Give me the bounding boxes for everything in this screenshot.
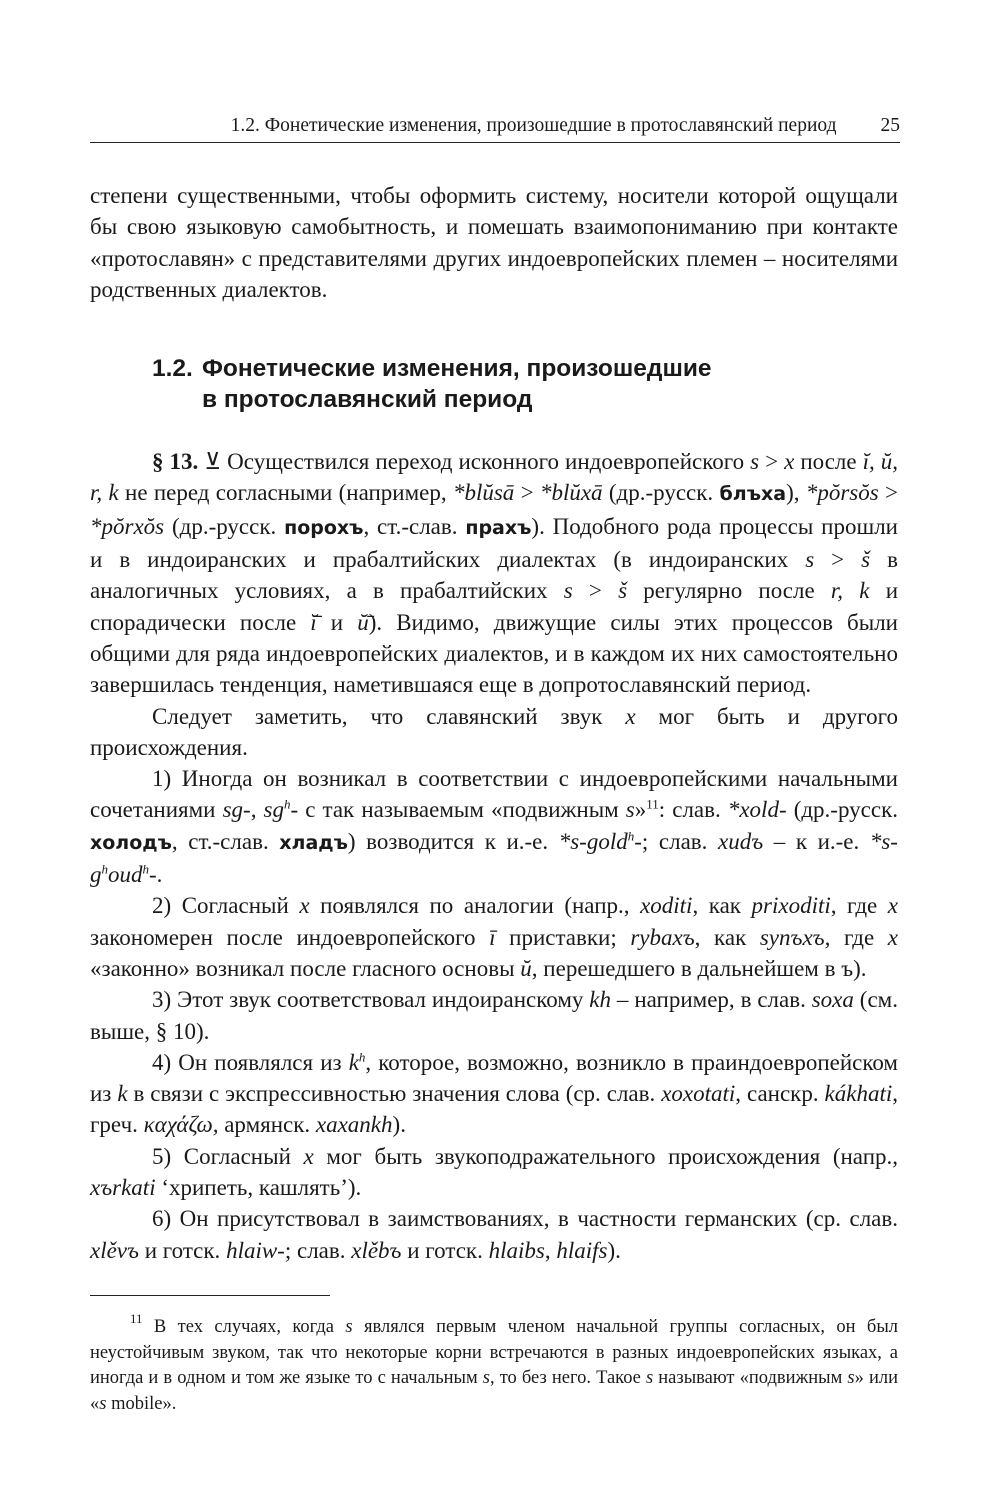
section-heading <box>90 353 898 415</box>
section-number: 1.2. <box>152 355 193 383</box>
marker-icon: ⊻ <box>204 449 222 475</box>
old-slavic-word: прахъ <box>465 516 532 539</box>
page-number: 25 <box>880 115 900 136</box>
list-item-3: 3) Этот звук соответствовал индоиранскому kh – например, в слав. soxa (см. выше, § 10). <box>90 987 898 1044</box>
body-text <box>90 180 898 1266</box>
list-item-1: 1) Иногда он возникал в соответствии с индоевропейскими начальными сочетаниями sg-, $sg^h-$ с так называемым «подвижным s»$^{11}$: слав. *xold- (др.-русск. холодъ, ст.-слав. хладъ) возводится к и.-е. *s-gold$^h$-; слав. xudъ – к и.-е. $*s-g^houd^h-$. <box>90 766 898 888</box>
paragraph-note: Следует заметить, что славянский звук x мог быть и другого происхождения. <box>90 703 898 760</box>
old-slavic-word: блъха <box>719 483 787 506</box>
intro-paragraph: степени существенными, чтобы оформить систему, носители которой ощущали бы свою языковую самобытность, и помешать взаимопониманию при контакте «протославян» с представителями других индоевропейских племен – носителями родственных диалектов. <box>90 183 898 302</box>
footnote-rule <box>90 1295 330 1296</box>
old-slavic-word: холодъ <box>90 831 172 854</box>
list-item-2: 2) Согласный x появлялся по аналогии (напр., xoditi, как prixoditi, где x закономерен после индоевропейского ī приставки; rybaxъ, как synъxъ, где x «законно» возникал после гласного основы ŭ, перешедшего в дальнейшем в ъ). <box>90 893 899 981</box>
section-title-line-1: Фонетические изменения, произошедшие <box>202 355 712 383</box>
list-item-4: 4) Он появлялся из $k^h$, которое, возможно, возникло в праиндоевропейском из k в связи с экспрессивностью значения слова (ср. слав. xoxotati, санскр. kákhati, греч. καχάζω, армянск. xaxankh). <box>90 1049 898 1138</box>
running-title: 1.2. Фонетические изменения, произошедшие в протославянский период <box>230 115 837 136</box>
header-rule <box>90 142 900 143</box>
footnote-11: $^{11}$ В тех случаях, когда s являлся первым членом начальной группы согласных, он был неустойчивым звуком, так что некоторые корни встречаются в разных индоевропейских языках, а иногда и в одном и том же языке то с начальным s, то без него. Такое s называют «подвижным s» или «s mobile». <box>90 1311 899 1414</box>
running-header <box>90 114 900 138</box>
list-item-6: 6) Он присутствовал в заимствованиях, в частности германских (ср. слав. xlěvъ и готск. hlaiw-; слав. xlěbъ и готск. hlaibs, hlaifs). <box>90 1206 898 1263</box>
paragraph-13: § 13. ⊻ Осуществился переход исконного индоевропейского s > x после ĭ, ŭ, r, k не перед согласными (например, *blŭsā > *blŭxā (др.-русск. блъха), *pŏrsŏs > *pŏrxŏs (др.-русск. порохъ, ст.-слав. прахъ). Подобного рода процессы прошли и в индоиранских и прабалтийских диалектах (в индоиранских s > š в аналогичных условиях, а в прабалтийских s > š регулярно после r, k и спорадически после ĭ̄ и ŭ̄). Видимо, движущие силы этих процессов были общими для ряда индоевропейских диалектов, и в каждом их них самостоятельно завершилась тенденция, наметившаяся еще в допротославянский период. <box>90 449 899 698</box>
paragraph-label: § 13. <box>152 449 199 475</box>
old-slavic-word: порохъ <box>284 516 364 539</box>
list-item-5: 5) Согласный x мог быть звукоподражательного происхождения (напр., xъrkati ‘хрипеть, кашлять’). <box>90 1143 898 1201</box>
old-slavic-word: хладъ <box>279 831 348 854</box>
section-title-line-2: в протославянский период <box>202 386 533 414</box>
footnote-number: 11 <box>130 1311 143 1326</box>
footnote-reference[interactable]: 11 <box>646 796 659 812</box>
